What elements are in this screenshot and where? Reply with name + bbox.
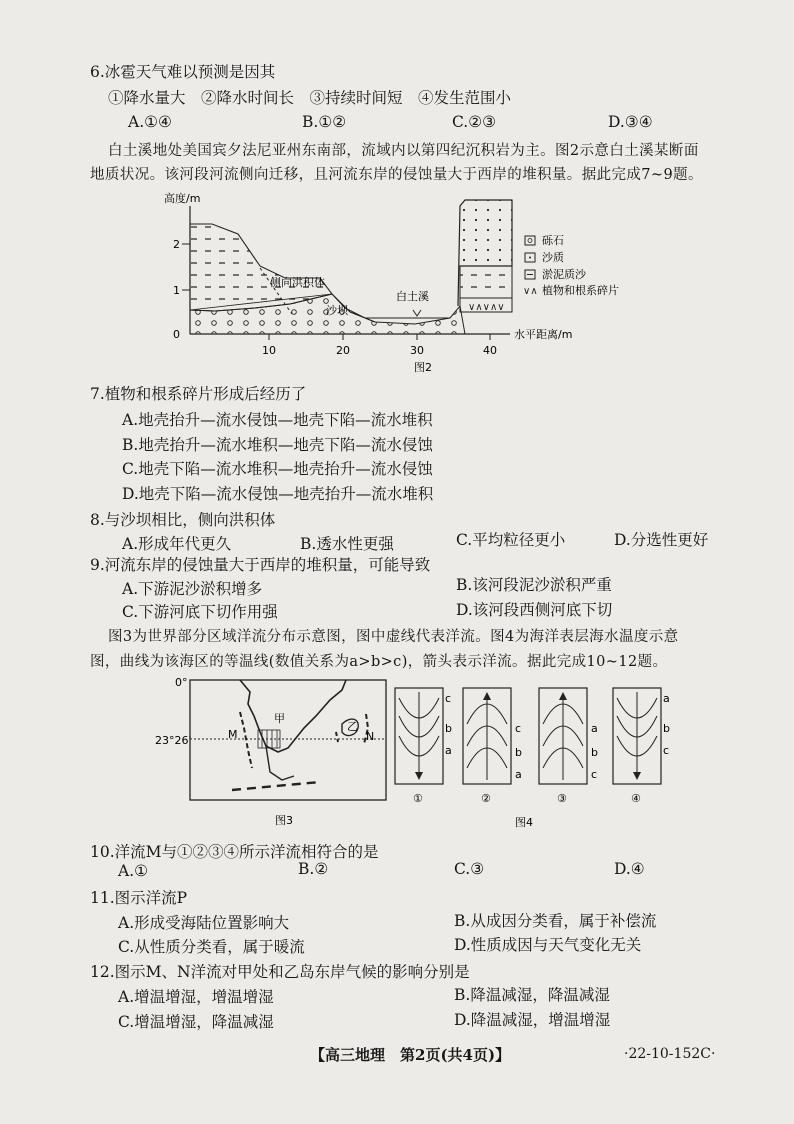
west-silt-layer [190, 224, 332, 311]
panel-1-label-bot: a [445, 744, 452, 757]
panel-2-label-bot: a [515, 768, 522, 781]
panel-4-label-top: a [663, 692, 670, 705]
current-m [240, 712, 252, 768]
figure2-cross-section [160, 186, 720, 376]
q11-stem: 11.图示洋流P [90, 889, 188, 907]
y-axis-title: 高度/m [164, 192, 201, 205]
passage1-line2: 地质状况。该河段河流侧向迁移，且河流东岸的侵蚀量大于西岸的堆积量。据此完成7~9题。 [90, 167, 703, 183]
q6-option-d: D.③④ [608, 113, 653, 131]
q7-option-c: C.地壳下陷—流水堆积—地壳抬升—流水侵蚀 [122, 460, 433, 478]
panel-1-label-top: c [445, 692, 452, 705]
panel-3-label-bot: c [591, 768, 598, 781]
q10-stem: 10.洋流M与①②③④所示洋流相符合的是 [90, 843, 379, 861]
x-tick-30: 30 [410, 344, 424, 357]
legend-gravel: 砾石 [542, 234, 564, 247]
panel-2-number: ② [481, 792, 491, 805]
q12-option-c: C.增温增湿，降温减湿 [118, 1013, 274, 1031]
legend-gravel-swatch [525, 236, 535, 245]
label-yi: 乙 [347, 720, 358, 733]
q8-stem: 8.与沙坝相比，侧向洪积体 [90, 511, 276, 529]
panel-3-number: ③ [557, 792, 567, 805]
panel-2-label-mid: b [515, 746, 522, 759]
figure3-ocean-currents [155, 672, 390, 830]
q7-option-d: D.地壳下陷—流水侵蚀—地壳抬升—流水堆积 [122, 485, 434, 503]
passage2-line1: 图3为世界部分区域洋流分布示意图，图中虚线代表洋流。图4为海洋表层海水温度示意 [108, 629, 679, 645]
legend-plant: 植物和根系碎片 [542, 284, 619, 297]
svg-text:∨∧∨∧∨: ∨∧∨∧∨ [468, 302, 505, 313]
panel-3 [539, 688, 598, 805]
q6-option-b: B.①② [302, 113, 347, 131]
y-tick-0: 0 [173, 328, 180, 341]
y-tick-1: 1 [173, 284, 180, 297]
east-bank-silt [460, 266, 512, 298]
panel-3-label-top: a [591, 722, 598, 735]
q10-option-d: D.④ [614, 860, 645, 878]
q12-option-a: A.增温增湿，增温增湿 [118, 988, 274, 1006]
q9-option-d: D.该河段西侧河底下切 [456, 601, 613, 619]
svg-text:∨∧: ∨∧ [523, 286, 538, 297]
label-m: M [228, 728, 238, 741]
panel-2-label-top: c [515, 722, 522, 735]
page-footer: 【高三地理 第2页(共4页)】 [310, 1046, 511, 1064]
q6-option-c: C.②③ [452, 113, 497, 131]
q9-option-c: C.下游河底下切作用强 [122, 603, 278, 621]
legend-silt: 淤泥质沙 [542, 268, 586, 281]
q9-option-b: B.该河段泥沙淤积严重 [456, 576, 612, 594]
panel-1-label-mid: b [445, 722, 452, 735]
q6-stem: 6.冰雹天气难以预测是因其 [90, 63, 276, 81]
figure4-caption: 图4 [515, 816, 533, 829]
lat-0-label: 0° [175, 676, 188, 689]
x-tick-20: 20 [336, 344, 350, 357]
passage1-line1: 白土溪地处美国宾夕法尼亚州东南部，流域内以第四纪沉积岩为主。图2示意白土溪某断面 [108, 143, 699, 159]
q7-option-a: A.地壳抬升—流水侵蚀—地壳下陷—流水堆积 [122, 411, 433, 429]
panel-1-number: ① [413, 792, 423, 805]
current-p [232, 782, 320, 790]
panel-4 [613, 688, 670, 805]
label-river: 白土溪 [396, 290, 429, 303]
x-axis-title: 水平距离/m [514, 328, 573, 341]
figure4-isotherms [395, 680, 685, 830]
q8-option-a: A.形成年代更久 [122, 535, 232, 553]
q8-option-d: D.分选性更好 [614, 531, 709, 549]
panel-3-label-mid: b [591, 746, 598, 759]
panel-4-label-bot: c [663, 744, 670, 757]
q10-option-a: A.① [118, 862, 149, 880]
q10-option-b: B.② [298, 860, 329, 878]
q7-option-b: B.地壳抬升—流水堆积—地壳下陷—流水侵蚀 [122, 436, 433, 454]
y-tick-2: 2 [173, 238, 180, 251]
lat-tropic-label: 23°26' [155, 734, 192, 747]
panel-2 [463, 688, 522, 805]
q11-option-d: D.性质成因与天气变化无关 [454, 936, 642, 954]
q12-option-b: B.降温减湿，降温减湿 [454, 986, 610, 1004]
q6-option-a: A.①④ [128, 113, 172, 131]
label-n: N [366, 730, 375, 743]
exam-code: ·22-10-152C· [624, 1046, 716, 1062]
label-jia: 甲 [274, 712, 285, 725]
panel-4-label-mid: b [663, 722, 670, 735]
q11-option-b: B.从成因分类看，属于补偿流 [454, 912, 657, 930]
panel-4-number: ④ [631, 792, 641, 805]
figure3-frame [190, 680, 386, 800]
q12-option-d: D.降温减湿，增温增湿 [454, 1011, 611, 1029]
q10-option-c: C.③ [454, 860, 485, 878]
q11-option-a: A.形成受海陆位置影响大 [118, 914, 290, 932]
q9-option-a: A.下游泥沙淤积增多 [122, 580, 263, 598]
q11-option-c: C.从性质分类看，属于暖流 [118, 938, 305, 956]
q8-option-b: B.透水性更强 [300, 535, 394, 553]
figure2-caption: 图2 [414, 361, 432, 374]
q6-items: ①降水量大 ②降水时间长 ③持续时间短 ④发生范围小 [108, 89, 512, 107]
coastline [240, 680, 346, 752]
x-tick-40: 40 [483, 344, 497, 357]
x-tick-10: 10 [262, 344, 276, 357]
q12-stem: 12.图示M、N洋流对甲处和乙岛东岸气候的影响分别是 [90, 963, 470, 981]
panel-1 [395, 688, 452, 805]
passage2-line2: 图，曲线为该海区的等温线(数值关系为a>b>c)，箭头表示洋流。据此完成10~12题。 [90, 654, 668, 670]
q7-stem: 7.植物和根系碎片形成后经历了 [90, 385, 307, 403]
q8-option-c: C.平均粒径更小 [456, 531, 566, 549]
label-lateral-deposit: 侧向洪积体 [270, 276, 325, 289]
figure3-caption: 图3 [275, 814, 293, 827]
q9-stem: 9.河流东岸的侵蚀量大于西岸的堆积量，可能导致 [90, 556, 431, 574]
label-sandbar: 沙坝 [326, 304, 348, 317]
legend-sand: 沙质 [542, 251, 564, 264]
